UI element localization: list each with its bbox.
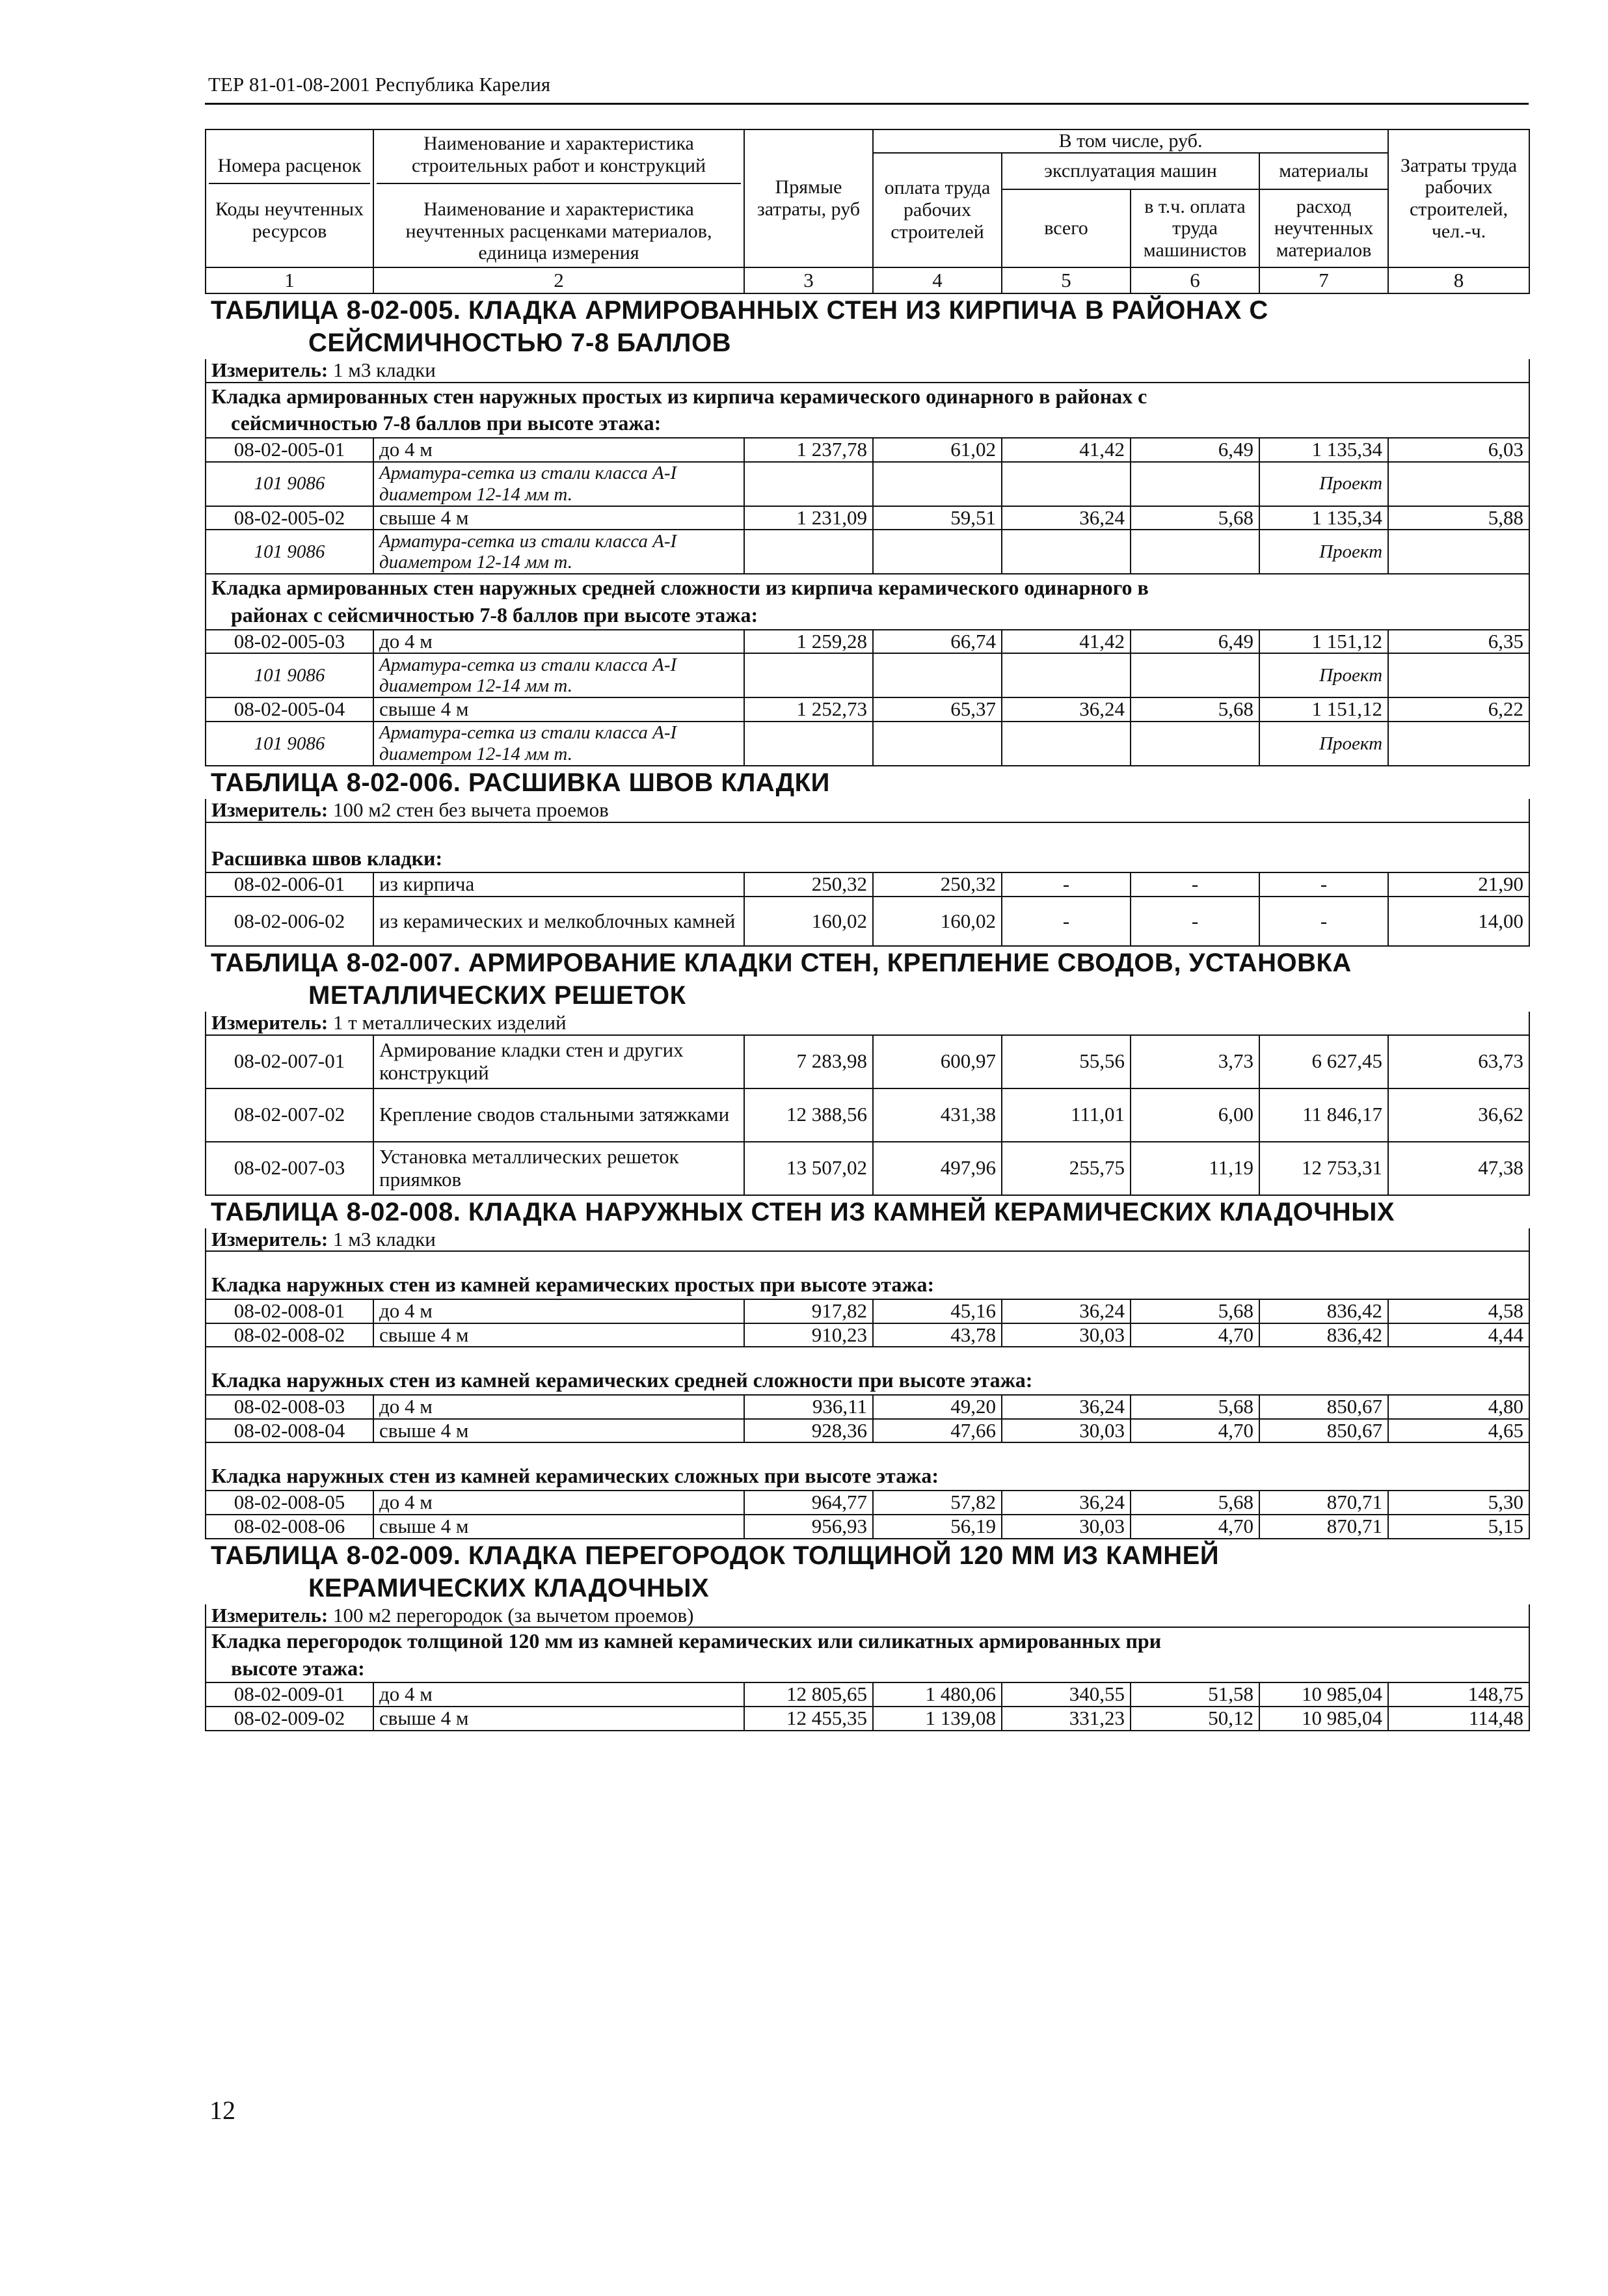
col-number: 5 [1002, 267, 1131, 293]
col-number: 8 [1388, 267, 1529, 293]
machines-wages: 5,68 [1131, 1299, 1259, 1323]
materials: 836,42 [1259, 1299, 1388, 1323]
measure-row [206, 799, 1529, 822]
table-row [206, 1491, 1529, 1515]
resource-name: Арматура-сетка из стали класса А-I диаметром 12-14 мм т. [373, 462, 744, 506]
group-heading: Кладка наружных стен из камней керамических средней сложности при высоте этажа: [211, 1368, 1033, 1392]
table-row [206, 438, 1529, 462]
group-heading: высоте этажа: [231, 1656, 365, 1680]
wages: 497,96 [873, 1142, 1002, 1195]
labor: 114,48 [1388, 1707, 1529, 1731]
header-materials: материалы [1259, 153, 1388, 189]
machines-wages: 5,68 [1131, 1395, 1259, 1419]
group-heading: Кладка наружных стен из камней керамических простых при высоте этажа: [211, 1273, 935, 1297]
section-title-row [206, 293, 1529, 359]
direct-cost: 917,82 [744, 1299, 873, 1323]
group-heading: Кладка армированных стен наружных простых из кирпича керамического одинарного в районах с [211, 384, 1147, 408]
table-row [206, 897, 1529, 946]
wages: 43,78 [873, 1323, 1002, 1347]
rate-code: 08-02-007-01 [206, 1035, 373, 1088]
table-row [206, 697, 1529, 722]
machines: 36,24 [1002, 1491, 1131, 1515]
table-row [206, 1515, 1529, 1539]
rate-code: 08-02-008-02 [206, 1323, 373, 1347]
rate-code: 08-02-008-06 [206, 1515, 373, 1539]
machines-wages: - [1131, 872, 1259, 897]
rate-code: 08-02-009-02 [206, 1707, 373, 1731]
rate-code: 08-02-008-05 [206, 1491, 373, 1515]
direct-cost: 1 252,73 [744, 697, 873, 722]
machines-wages: 4,70 [1131, 1515, 1259, 1539]
wages: 160,02 [873, 897, 1002, 946]
labor: 14,00 [1388, 897, 1529, 946]
resource-row [206, 722, 1529, 766]
group-heading: Расшивка швов кладки: [211, 846, 443, 870]
table-row [206, 872, 1529, 897]
group-heading-row [206, 1627, 1529, 1682]
resource-materials: Проект [1259, 653, 1388, 697]
machines-wages: 51,58 [1131, 1682, 1259, 1707]
direct-cost: 1 259,28 [744, 630, 873, 654]
measure-row [206, 359, 1529, 383]
column-numbers-row [206, 267, 1529, 293]
header-rule [205, 103, 1529, 105]
group-heading: сейсмичностью 7-8 баллов при высоте этажа: [231, 411, 662, 435]
labor: 21,90 [1388, 872, 1529, 897]
materials: 1 151,12 [1259, 630, 1388, 654]
section-title: КЕРАМИЧЕСКИХ КЛАДОЧНЫХ [308, 1573, 710, 1602]
measure-value: 100 м2 перегородок (за вычетом проемов) [332, 1603, 694, 1627]
rate-code: 08-02-008-01 [206, 1299, 373, 1323]
machines: 36,24 [1002, 697, 1131, 722]
machines: 255,75 [1002, 1142, 1131, 1195]
direct-cost: 250,32 [744, 872, 873, 897]
group-heading-row [206, 383, 1529, 438]
wages: 1 480,06 [873, 1682, 1002, 1707]
machines: - [1002, 872, 1131, 897]
wages: 600,97 [873, 1035, 1002, 1088]
rate-code: 08-02-005-02 [206, 506, 373, 530]
section-title: МЕТАЛЛИЧЕСКИХ РЕШЕТОК [308, 980, 686, 1010]
materials: 870,71 [1259, 1515, 1388, 1539]
wages: 61,02 [873, 438, 1002, 462]
wages: 66,74 [873, 630, 1002, 654]
labor: 6,03 [1388, 438, 1529, 462]
table-row [206, 1682, 1529, 1707]
work-name: до 4 м [373, 1395, 744, 1419]
measure-label: Измеритель: [211, 1010, 328, 1034]
group-heading: Кладка перегородок толщиной 120 мм из камней керамических или силикатных армированных при [211, 1629, 1162, 1653]
machines: 55,56 [1002, 1035, 1131, 1088]
resource-name: Арматура-сетка из стали класса А-I диаметром 12-14 мм т. [373, 653, 744, 697]
work-name: до 4 м [373, 438, 744, 462]
measure-value: 1 м3 кладки [332, 1227, 436, 1250]
measure-row [206, 1012, 1529, 1035]
machines-wages: 5,68 [1131, 506, 1259, 530]
page-number: 12 [209, 2096, 235, 2125]
work-name: Армирование кладки стен и других конструкций [373, 1035, 744, 1088]
work-name: свыше 4 м [373, 1515, 744, 1539]
direct-cost: 13 507,02 [744, 1142, 873, 1195]
machines: 41,42 [1002, 438, 1131, 462]
group-heading-row [206, 1251, 1529, 1299]
section-title: ТАБЛИЦА 8-02-009. КЛАДКА ПЕРЕГОРОДОК ТОЛЩИНОЙ 120 ММ ИЗ КАМНЕЙ [211, 1541, 1220, 1570]
rate-code: 08-02-005-01 [206, 438, 373, 462]
materials: 10 985,04 [1259, 1707, 1388, 1731]
direct-cost: 956,93 [744, 1515, 873, 1539]
rate-code: 08-02-005-04 [206, 697, 373, 722]
resource-name: Арматура-сетка из стали класса А-I диаметром 12-14 мм т. [373, 722, 744, 766]
col-number: 4 [873, 267, 1002, 293]
work-name: свыше 4 м [373, 697, 744, 722]
direct-cost: 910,23 [744, 1323, 873, 1347]
wages: 431,38 [873, 1088, 1002, 1142]
group-heading-row [206, 1442, 1529, 1491]
labor: 4,58 [1388, 1299, 1529, 1323]
labor: 47,38 [1388, 1142, 1529, 1195]
labor: 36,62 [1388, 1088, 1529, 1142]
machines-wages: 6,00 [1131, 1088, 1259, 1142]
group-heading-row [206, 1347, 1529, 1395]
machines-wages: 6,49 [1131, 630, 1259, 654]
labor: 5,15 [1388, 1515, 1529, 1539]
group-heading: Кладка армированных стен наружных средней сложности из кирпича керамического одинарного в [211, 576, 1149, 600]
machines: 30,03 [1002, 1515, 1131, 1539]
col-number: 3 [744, 267, 873, 293]
header-machines-wages: в т.ч. оплата труда машинистов [1131, 189, 1259, 267]
header-wages: оплата труда рабочих строителей [873, 153, 1002, 267]
measure-label: Измеритель: [211, 1227, 328, 1250]
machines: 30,03 [1002, 1323, 1131, 1347]
col-number: 2 [373, 267, 744, 293]
section-title-row [206, 1539, 1529, 1604]
labor: 5,30 [1388, 1491, 1529, 1515]
machines-wages: - [1131, 897, 1259, 946]
running-head: ТЕР 81-01-08-2001 Республика Карелия [208, 73, 551, 96]
machines-wages: 50,12 [1131, 1707, 1259, 1731]
section-title-row [206, 766, 1529, 799]
materials: 11 846,17 [1259, 1088, 1388, 1142]
materials: 836,42 [1259, 1323, 1388, 1347]
rate-code: 08-02-008-03 [206, 1395, 373, 1419]
materials: 850,67 [1259, 1395, 1388, 1419]
machines: 111,01 [1002, 1088, 1131, 1142]
table-row [206, 630, 1529, 654]
col-number: 7 [1259, 267, 1388, 293]
section-title: ТАБЛИЦА 8-02-006. РАСШИВКА ШВОВ КЛАДКИ [211, 768, 830, 797]
measure-row [206, 1228, 1529, 1252]
work-name: из керамических и мелкоблочных камней [373, 897, 744, 946]
machines: 41,42 [1002, 630, 1131, 654]
direct-cost: 7 283,98 [744, 1035, 873, 1088]
resource-code: 101 9086 [206, 462, 373, 506]
machines-wages: 6,49 [1131, 438, 1259, 462]
rate-code: 08-02-006-02 [206, 897, 373, 946]
resource-name: Арматура-сетка из стали класса А-I диаметром 12-14 мм т. [373, 530, 744, 574]
labor: 5,88 [1388, 506, 1529, 530]
table-row [206, 506, 1529, 530]
section-title-row [206, 946, 1529, 1012]
materials: 12 753,31 [1259, 1142, 1388, 1195]
group-heading-row [206, 574, 1529, 629]
machines: - [1002, 897, 1131, 946]
section-title: СЕЙСМИЧНОСТЬЮ 7-8 БАЛЛОВ [308, 328, 731, 357]
work-name: свыше 4 м [373, 1419, 744, 1443]
resource-row [206, 462, 1529, 506]
resource-row [206, 653, 1529, 697]
table-row [206, 1299, 1529, 1323]
work-name: до 4 м [373, 1491, 744, 1515]
header-row-1 [206, 129, 1529, 153]
header-machines-total: всего [1002, 189, 1131, 267]
col-number: 6 [1131, 267, 1259, 293]
materials: 1 151,12 [1259, 697, 1388, 722]
machines-wages: 4,70 [1131, 1419, 1259, 1443]
table-row [206, 1395, 1529, 1419]
direct-cost: 936,11 [744, 1395, 873, 1419]
wages: 56,19 [873, 1515, 1002, 1539]
direct-cost: 1 237,78 [744, 438, 873, 462]
work-name: из кирпича [373, 872, 744, 897]
rate-code: 08-02-005-03 [206, 630, 373, 654]
labor: 63,73 [1388, 1035, 1529, 1088]
section-title: ТАБЛИЦА 8-02-008. КЛАДКА НАРУЖНЫХ СТЕН ИЗ КАМНЕЙ КЕРАМИЧЕСКИХ КЛАДОЧНЫХ [211, 1197, 1395, 1226]
work-name: Крепление сводов стальными затяжками [373, 1088, 744, 1142]
wages: 59,51 [873, 506, 1002, 530]
header-col2-top: Наименование и характеристика строительных работ и конструкций [377, 133, 741, 184]
table-row [206, 1707, 1529, 1731]
direct-cost: 928,36 [744, 1419, 873, 1443]
header-direct-costs: Прямые затраты, руб [744, 129, 873, 267]
wages: 45,16 [873, 1299, 1002, 1323]
materials: 850,67 [1259, 1419, 1388, 1443]
header-col1-top: Номера расценок [209, 155, 370, 185]
wages: 47,66 [873, 1419, 1002, 1443]
table-row [206, 1323, 1529, 1347]
wages: 65,37 [873, 697, 1002, 722]
materials: 6 627,45 [1259, 1035, 1388, 1088]
machines: 36,24 [1002, 1395, 1131, 1419]
rate-code: 08-02-009-01 [206, 1682, 373, 1707]
rates-table [205, 129, 1530, 1731]
machines-wages: 4,70 [1131, 1323, 1259, 1347]
table-row [206, 1035, 1529, 1088]
work-name: Установка металлических решеток приямков [373, 1142, 744, 1195]
direct-cost: 12 388,56 [744, 1088, 873, 1142]
wages: 1 139,08 [873, 1707, 1002, 1731]
col-number: 1 [206, 267, 373, 293]
resource-materials: Проект [1259, 722, 1388, 766]
header-col1-bottom: Коды неучтенных ресурсов [215, 198, 364, 242]
measure-row [206, 1604, 1529, 1628]
section-title: ТАБЛИЦА 8-02-005. КЛАДКА АРМИРОВАННЫХ СТЕН ИЗ КИРПИЧА В РАЙОНАХ С [211, 295, 1268, 325]
machines: 30,03 [1002, 1419, 1131, 1443]
group-heading: районах с сейсмичностью 7-8 баллов при высоте этажа: [231, 602, 758, 627]
rate-code: 08-02-007-02 [206, 1088, 373, 1142]
machines: 340,55 [1002, 1682, 1131, 1707]
machines-wages: 3,73 [1131, 1035, 1259, 1088]
materials: 10 985,04 [1259, 1682, 1388, 1707]
table-row [206, 1088, 1529, 1142]
direct-cost: 964,77 [744, 1491, 873, 1515]
resource-materials: Проект [1259, 530, 1388, 574]
direct-cost: 1 231,09 [744, 506, 873, 530]
work-name: до 4 м [373, 1299, 744, 1323]
machines: 36,24 [1002, 1299, 1131, 1323]
section-title: ТАБЛИЦА 8-02-007. АРМИРОВАНИЕ КЛАДКИ СТЕН, КРЕПЛЕНИЕ СВОДОВ, УСТАНОВКА [211, 948, 1352, 977]
measure-value: 1 м3 кладки [332, 358, 436, 381]
header-labor: Затраты труда рабочих строителей, чел.-ч. [1388, 129, 1529, 267]
labor: 4,65 [1388, 1419, 1529, 1443]
wages: 57,82 [873, 1491, 1002, 1515]
table-row [206, 1419, 1529, 1443]
group-heading: Кладка наружных стен из камней керамических сложных при высоте этажа: [211, 1464, 939, 1488]
materials: 1 135,34 [1259, 506, 1388, 530]
labor: 4,80 [1388, 1395, 1529, 1419]
header-machines: эксплуатация машин [1002, 153, 1259, 189]
direct-cost: 160,02 [744, 897, 873, 946]
resource-code: 101 9086 [206, 653, 373, 697]
resource-materials: Проект [1259, 462, 1388, 506]
rate-code: 08-02-008-04 [206, 1419, 373, 1443]
machines-wages: 5,68 [1131, 1491, 1259, 1515]
resource-row [206, 530, 1529, 574]
labor: 4,44 [1388, 1323, 1529, 1347]
work-name: свыше 4 м [373, 1707, 744, 1731]
machines-wages: 5,68 [1131, 697, 1259, 722]
measure-value: 1 т металлических изделий [332, 1010, 567, 1034]
rate-code: 08-02-007-03 [206, 1142, 373, 1195]
direct-cost: 12 455,35 [744, 1707, 873, 1731]
wages: 250,32 [873, 872, 1002, 897]
labor: 148,75 [1388, 1682, 1529, 1707]
wages: 49,20 [873, 1395, 1002, 1419]
materials: 1 135,34 [1259, 438, 1388, 462]
measure-label: Измеритель: [211, 358, 328, 381]
labor: 6,22 [1388, 697, 1529, 722]
materials: 870,71 [1259, 1491, 1388, 1515]
measure-label: Измеритель: [211, 1603, 328, 1627]
resource-code: 101 9086 [206, 530, 373, 574]
header-breakdown: В том числе, руб. [873, 129, 1388, 153]
resource-code: 101 9086 [206, 722, 373, 766]
rate-code: 08-02-006-01 [206, 872, 373, 897]
work-name: до 4 м [373, 1682, 744, 1707]
measure-label: Измеритель: [211, 798, 328, 821]
materials: - [1259, 897, 1388, 946]
labor: 6,35 [1388, 630, 1529, 654]
table-row [206, 1142, 1529, 1195]
measure-value: 100 м2 стен без вычета проемов [332, 798, 609, 821]
header-col2-bottom: Наименование и характеристика неучтенных расценками материалов, единица измерения [405, 198, 712, 264]
machines-wages: 11,19 [1131, 1142, 1259, 1195]
work-name: свыше 4 м [373, 1323, 744, 1347]
direct-cost: 12 805,65 [744, 1682, 873, 1707]
machines: 36,24 [1002, 506, 1131, 530]
section-title-row [206, 1195, 1529, 1228]
machines: 331,23 [1002, 1707, 1131, 1731]
group-heading-row [206, 822, 1529, 873]
header-materials-unaccounted: расход неучтенных материалов [1259, 189, 1388, 267]
work-name: свыше 4 м [373, 506, 744, 530]
work-name: до 4 м [373, 630, 744, 654]
materials: - [1259, 872, 1388, 897]
